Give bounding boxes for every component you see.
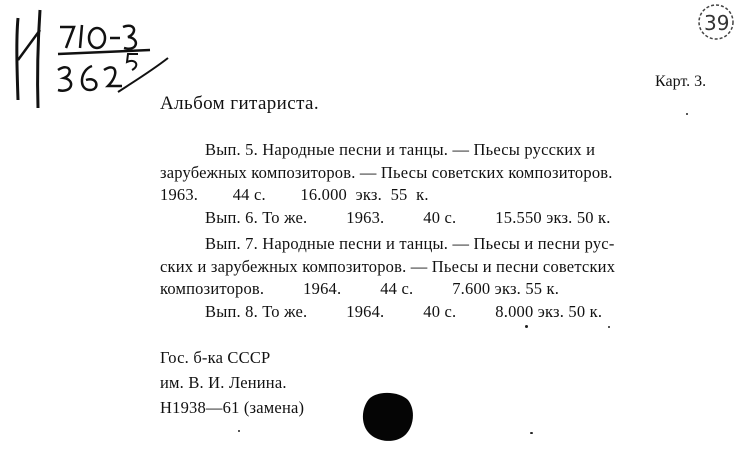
library-name-line2: им. В. И. Ленина. [160,373,287,392]
entry-line: зарубежных композиторов. — Пьесы советских композиторов. [160,163,613,182]
card-number: Карт. 3. [655,73,707,90]
entry-line: Вып. 6. То же. 1963. 40 с. 15.550 экз. 50 к. [205,208,611,227]
entry-line: Вып. 5. Народные песни и танцы. — Пьесы русских и [205,140,596,159]
library-name: Гос. б-ка СССР [160,348,271,367]
svg-text:39: 39 [704,11,730,35]
ink-blot [360,390,416,442]
card-code: Н1938—61 (замена) [160,398,305,417]
entry-line: 1963. 44 с. 16.000 экз. 55 к. [160,185,429,204]
entry-line: Вып. 7. Народные песни и танцы. — Пьесы и песни рус- [205,234,615,253]
speck [238,430,240,432]
card-title: Альбом гитариста. [160,93,319,114]
speck [608,326,610,328]
entry-line: Вып. 8. То же. 1964. 40 с. 8.000 экз. 50 к. [205,302,603,321]
speck [686,113,688,115]
speck [525,325,528,328]
speck [530,432,533,434]
page-stamp [686,0,742,46]
entry-line: ских и зарубежных композиторов. — Пьесы и песни советских [160,257,616,276]
entry-line: композиторов. 1964. 44 с. 7.600 экз. 55 к. [160,279,560,298]
